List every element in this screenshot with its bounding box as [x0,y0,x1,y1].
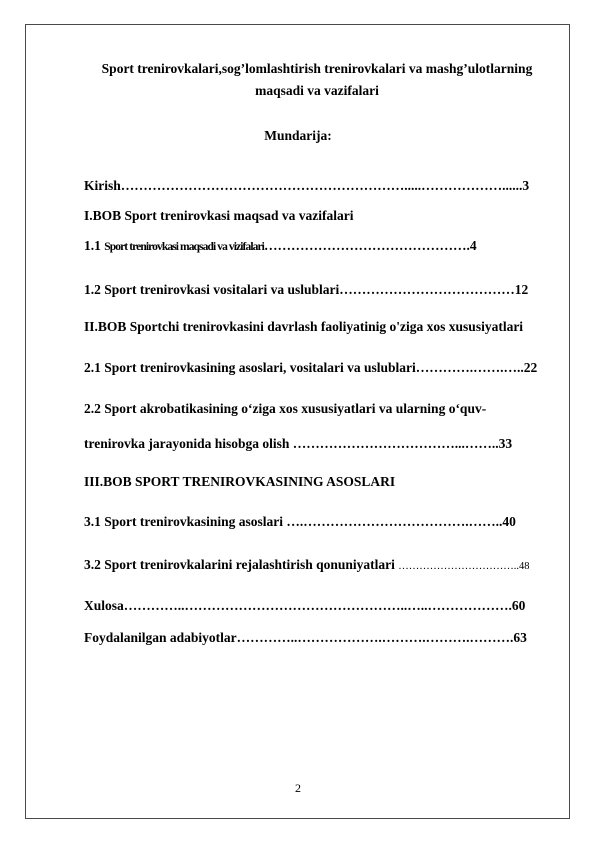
toc-heading: Mundarija: [264,128,332,143]
toc-entry-2-1[interactable]: 2.1 Sport trenirovkasining asoslari, vositalari va uslublari………….…….…..22 [84,360,538,375]
toc-entry-2-2-continued[interactable]: trenirovka jarayonida hisobga olish ………………………………...……..33 [84,436,513,451]
toc-entry-xulosa[interactable]: Xulosa…………..…………………………………………..…..……………….60 [84,598,526,613]
toc-entry-3-2[interactable] [84,557,530,573]
toc-entry-3-2-page: 48 [519,561,530,572]
toc-entry-kirish[interactable]: Kirish……………………………………………………….....………………......3 [84,178,530,193]
toc-entry-chapter-1[interactable]: I.BOB Sport trenirovkasi maqsad va vazifalari [84,208,354,223]
toc-entry-1-1-leader: ……………………………………….4 [263,238,477,253]
toc-entry-1-1-title: Sport trenirovkasi maqsadi va vizifalari [104,241,264,253]
toc-entry-1-2[interactable]: 1.2 Sport trenirovkasi vositalari va uslublari…………………………………12 [84,282,529,297]
document-title: Sport trenirovkalari,sog’lomlashtirish trenirovkalari va mashg’ulotlarning maqsadi va vazifalari [101,61,533,98]
toc-entry-3-2-title: 3.2 Sport trenirovkalarini rejalashtirish qonuniyatlari [84,557,395,572]
toc-entry-chapter-3[interactable]: III.BOB SPORT TRENIROVKASINING ASOSLARI [84,474,396,489]
toc-entry-1-1-number: 1.1 [84,238,105,253]
toc-entry-adabiyotlar[interactable]: Foydalanilgan adabiyotlar…………..……………….……….……….……….63 [84,630,527,645]
toc-entry-chapter-2[interactable]: II.BOB Sportchi trenirovkasini davrlash faoliyatinig o'ziga xos xususiyatlari [84,319,524,334]
toc-entry-1-1[interactable] [84,238,477,254]
toc-entry-3-2-leader: …………………………….. [398,561,520,572]
page-number: 2 [295,781,301,795]
toc-entry-2-2[interactable]: 2.2 Sport akrobatikasining o‘ziga xos xususiyatlari va ularning o‘quv- [84,401,487,416]
toc-entry-3-1[interactable]: 3.1 Sport trenirovkasining asoslari ….……………………………….……..40 [84,514,516,529]
